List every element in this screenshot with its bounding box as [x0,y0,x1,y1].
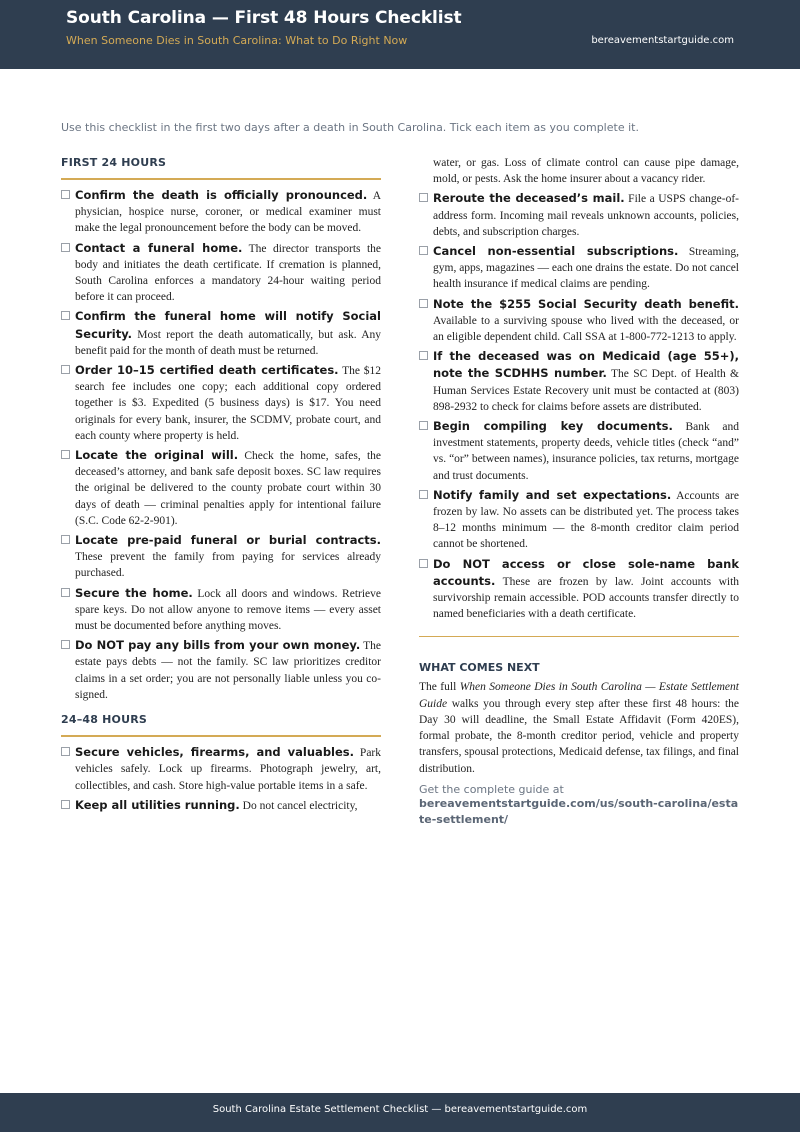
checklist-item: Do NOT access or close sole-name bank accounts. These are frozen by law. Joint accounts with survivorship remain accessible. POD accounts transfer directly to named beneficiaries with a death certificate. [419,556,739,623]
checkbox[interactable] [419,246,428,255]
checkbox[interactable] [419,193,428,202]
guide-link-label: Get the complete guide at [419,782,564,796]
section-heading-first-24: FIRST 24 HOURS [61,156,381,180]
checkbox[interactable] [61,535,70,544]
checklist-item: Contact a funeral home. The director transports the body and initiates the death certificate. If cremation is planned, South Carolina enforces a mandatory 24-hour waiting period before it can proceed. [61,240,381,306]
checkbox[interactable] [419,299,428,308]
checklist-item: Secure the home. Lock all doors and windows. Retrieve spare keys. Do not allow anyone to remove items — every asset must be documented before anything moves. [61,585,381,635]
checklist-item: Locate pre-paid funeral or burial contracts. These prevent the family from paying for services already purchased. [61,532,381,582]
checklist-item: If the deceased was on Medicaid (age 55+), note the SCDHHS number. The SC Dept. of Health & Human Services Estate Recovery unit must be contacted at (803) 898-2932 to check for claims before assets are distributed. [419,348,739,415]
checklist-item: Secure vehicles, firearms, and valuables. Park vehicles safely. Lock up firearms. Photograph jewelry, art, collectibles, and cash. Store high-value portable items in a safe. [61,744,381,794]
page-footer: South Carolina Estate Settlement Checklist — bereavementstartguide.com [0,1093,800,1132]
section-divider [419,636,739,637]
checklist-item: Cancel non-essential subscriptions. Streaming, gym, apps, magazines — each one drains the estate. Do not cancel health insurance if medical claims are pending. [419,243,739,293]
checkbox[interactable] [61,588,70,597]
page-subtitle: When Someone Dies in South Carolina: What to Do Right Now [66,34,408,47]
checklist-item: Locate the original will. Check the home, safes, the deceased’s attorney, and bank safe deposit boxes. SC law requires the original be delivered to the county probate court within 30 days of death — criminal penalties apply for intentional failure (S.C. Code 62-2-901). [61,447,381,529]
checkbox[interactable] [61,640,70,649]
checkbox[interactable] [419,490,428,499]
page-header [0,0,800,69]
checklist-item: Notify family and set expectations. Accounts are frozen by law. No assets can be distributed yet. The process takes 8–12 months minimum — the 8-month creditor claim period cannot be shortened. [419,487,739,553]
checklist-item: Confirm the funeral home will notify Social Security. Most report the death automatically, but ask. Any benefit paid for the month of death must be returned. [61,308,381,359]
checklist-item: Reroute the deceased’s mail. File a USPS change-of-address form. Incoming mail reveals unknown accounts, policies, debts, and subscription charges. [419,190,739,240]
checkbox[interactable] [61,450,70,459]
checkbox[interactable] [419,559,428,568]
checkbox[interactable] [61,311,70,320]
checkbox[interactable] [61,747,70,756]
checklist-item: Keep all utilities running. Do not cancel electricity, [61,797,381,814]
checkbox[interactable] [61,243,70,252]
what-comes-next-body: The full When Someone Dies in South Carolina — Estate Settlement Guide walks you through every step after these first 48 hours: the Day 30 will deadline, the Small Estate Affidavit (Form 420ES), formal probate, the 8-month creditor period, vehicle and property transfers, spousal protections, Medicaid defense, tax filings, and final distribution. [419,681,739,775]
right-column [419,155,739,828]
checklist-item: Note the $255 Social Security death benefit. Available to a surviving spouse who lived with the deceased, or an eligible dependent child. Call SSA at 1-800-772-1213 to apply. [419,296,739,346]
checklist-item: Begin compiling key documents. Bank and investment statements, property deeds, vehicle titles (check “and” vs. “or” between names), insurance policies, tax returns, mortgage and trust documents. [419,418,739,484]
guide-link[interactable]: bereavementstartguide.com/us/south-carolina/estate-settlement/ [419,796,739,826]
checkbox[interactable] [61,365,70,374]
header-site: bereavementstartguide.com [591,35,734,46]
intro-text: Use this checklist in the first two days after a death in South Carolina. Tick each item as you complete it. [61,121,639,134]
checkbox[interactable] [61,190,70,199]
checklist-item-continuation: water, or gas. Loss of climate control can cause pipe damage, mold, or pests. Ask the home insurer about a vacancy rider. [433,157,739,186]
page-title: South Carolina — First 48 Hours Checklist [66,8,462,28]
checkbox[interactable] [419,421,428,430]
checkbox[interactable] [61,800,70,809]
left-column [61,152,381,817]
section-heading-24-48: 24–48 HOURS [61,713,381,737]
checklist-item: Order 10–15 certified death certificates. The $12 search fee includes one copy; each additional copy ordered together is $3. Expedited (5 business days) is $17. You need originals for every bank, insurer, the SCDMV, probate court, and each county where property is held. [61,362,381,444]
what-comes-next-heading: WHAT COMES NEXT [419,661,540,675]
checklist-item: Confirm the death is officially pronounced. A physician, hospice nurse, coroner, or medical examiner must make the legal pronouncement before the body can be moved. [61,187,381,237]
checkbox[interactable] [419,351,428,360]
checklist-item: Do NOT pay any bills from your own money. The estate pays debts — not the family. SC law prioritizes creditor claims in a set order; you are not personally liable unless you co-signed. [61,637,381,703]
